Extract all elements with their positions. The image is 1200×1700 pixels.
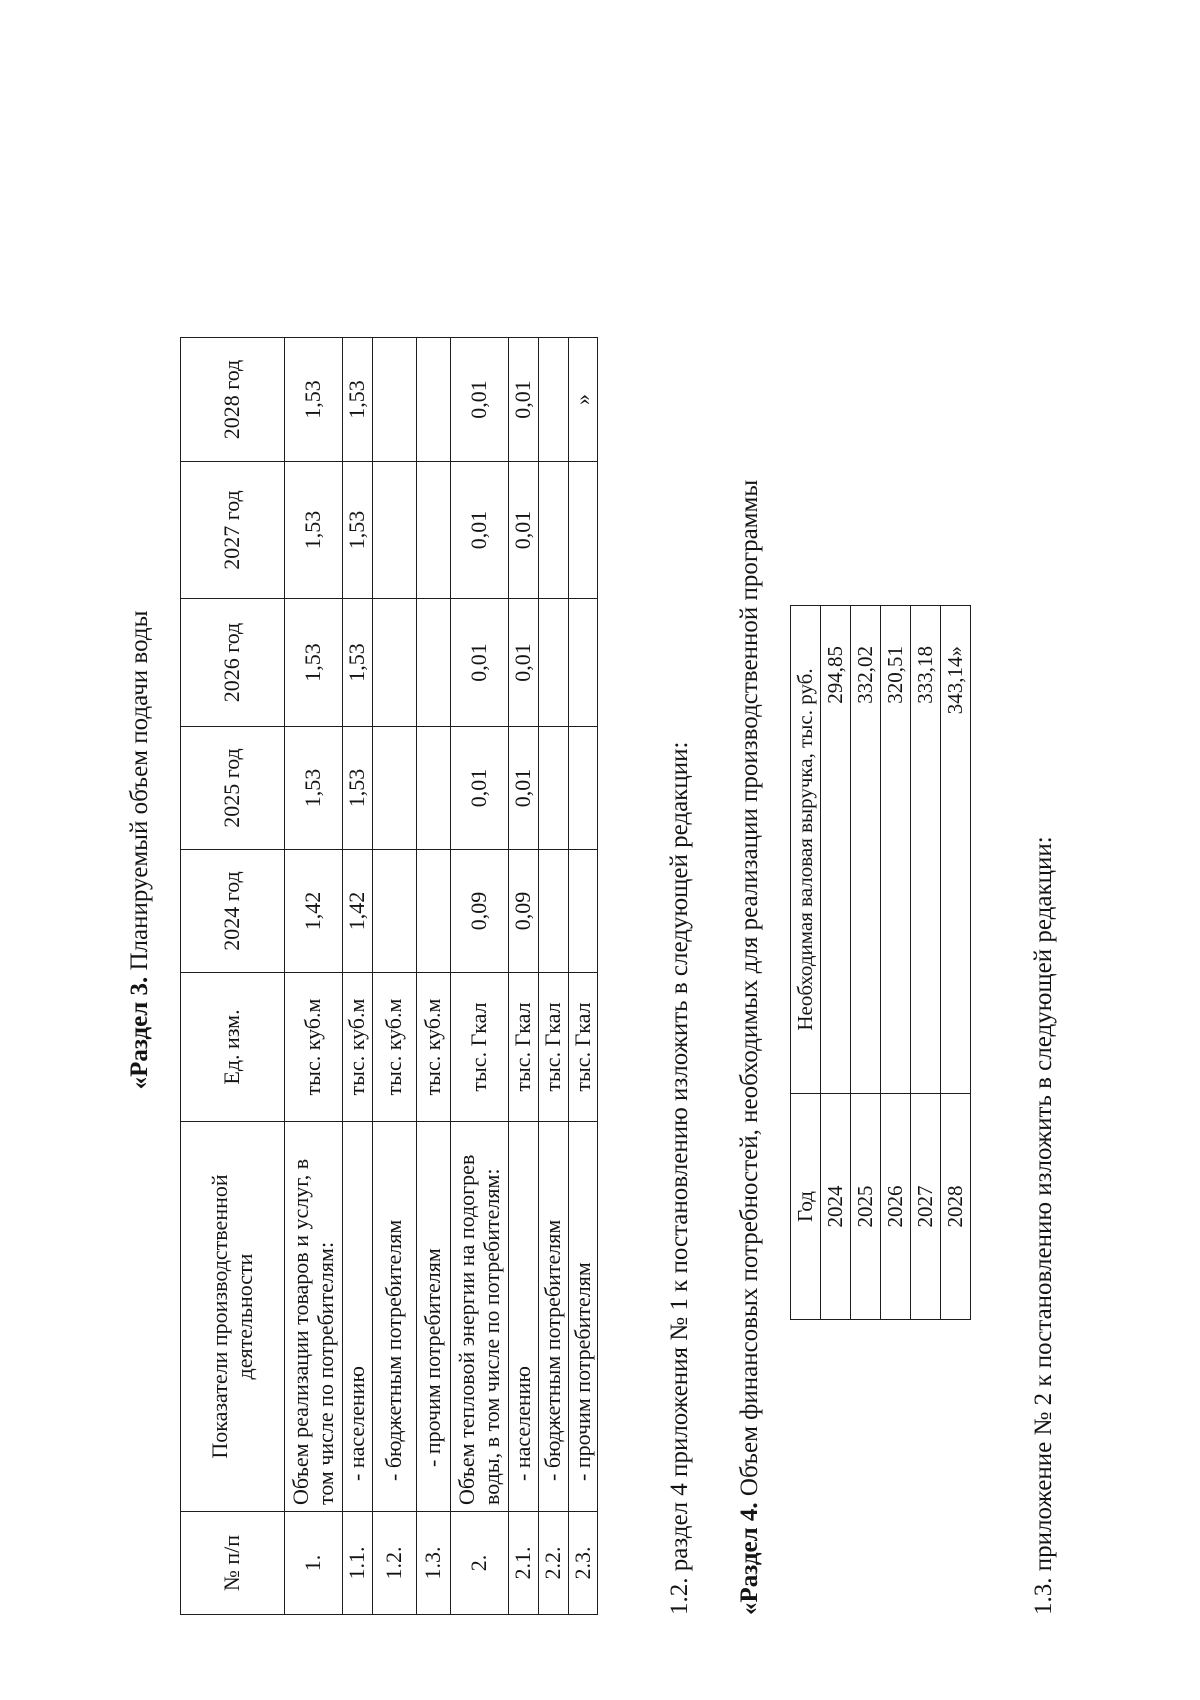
- row-value-2026: [417, 599, 451, 727]
- row-value-2026: 0,01: [509, 599, 539, 727]
- row-value-2025: 1,53: [343, 727, 373, 850]
- table-row: [911, 606, 941, 1320]
- section4-title: [736, 480, 764, 1615]
- row-year: 2026: [881, 1094, 911, 1320]
- header-unit: Ед. изм.: [181, 973, 285, 1122]
- row-value-2026: [539, 599, 569, 727]
- row-revenue: 294,85: [821, 606, 851, 1094]
- header-2028: 2028 год: [181, 338, 285, 462]
- table-row: [881, 606, 911, 1320]
- row-year: 2028: [941, 1094, 971, 1320]
- row-value-2027: [373, 462, 417, 599]
- row-name: Объем реализации товаров и услуг, в том числе по потребителям:: [285, 1122, 343, 1512]
- row-unit: тыс. Гкал: [568, 973, 598, 1122]
- paragraph-1-2: 1.2. раздел 4 приложения № 1 к постановлению изложить в следующей редакции:: [666, 741, 693, 1615]
- table-row: [821, 606, 851, 1320]
- row-name: - населению: [509, 1122, 539, 1512]
- row-value-2028: »: [568, 338, 598, 462]
- row-name: - прочим потребителям: [417, 1122, 451, 1512]
- row-year: 2027: [911, 1094, 941, 1320]
- row-revenue: 343,14»: [941, 606, 971, 1094]
- row-num: 2.: [451, 1512, 509, 1615]
- row-value-2026: [568, 599, 598, 727]
- row-value-2026: 1,53: [285, 599, 343, 727]
- table-row: [539, 338, 569, 1615]
- header-revenue: Необходимая валовая выручка, тыс. руб.: [791, 606, 821, 1094]
- row-year: 2024: [821, 1094, 851, 1320]
- table-row: [343, 338, 373, 1615]
- table-row: [568, 338, 598, 1615]
- row-value-2027: 0,01: [451, 462, 509, 599]
- row-unit: тыс. Гкал: [539, 973, 569, 1122]
- row-value-2025: [539, 727, 569, 850]
- table-row: [285, 338, 343, 1615]
- section3-title-text: Планируемый объем подачи воды: [126, 610, 153, 971]
- row-unit: тыс. Гкал: [451, 973, 509, 1122]
- table-row: [941, 606, 971, 1320]
- row-value-2028: [539, 338, 569, 462]
- row-name: - прочим потребителям: [568, 1122, 598, 1512]
- row-name: Объем тепловой энергии на подогрев воды, в том числе по потребителям:: [451, 1122, 509, 1512]
- row-unit: тыс. куб.м: [285, 973, 343, 1122]
- row-value-2026: 1,53: [343, 599, 373, 727]
- row-value-2028: [417, 338, 451, 462]
- section3-header-row: [181, 338, 285, 1615]
- row-unit: тыс. куб.м: [343, 973, 373, 1122]
- row-value-2026: [373, 599, 417, 727]
- row-num: 1.3.: [417, 1512, 451, 1615]
- row-value-2027: [568, 462, 598, 599]
- row-value-2025: 0,01: [509, 727, 539, 850]
- row-value-2027: 1,53: [285, 462, 343, 599]
- row-value-2027: 0,01: [509, 462, 539, 599]
- row-unit: тыс. куб.м: [373, 973, 417, 1122]
- row-value-2025: 0,01: [451, 727, 509, 850]
- row-value-2025: [417, 727, 451, 850]
- row-num: 2.2.: [539, 1512, 569, 1615]
- table-row: [417, 338, 451, 1615]
- header-indicator: Показатели производственной деятельности: [181, 1122, 285, 1512]
- header-2024: 2024 год: [181, 850, 285, 973]
- row-value-2024: 0,09: [451, 850, 509, 973]
- row-value-2024: 1,42: [285, 850, 343, 973]
- row-value-2027: [417, 462, 451, 599]
- row-num: 1.1.: [343, 1512, 373, 1615]
- row-value-2028: 1,53: [285, 338, 343, 462]
- row-value-2028: 0,01: [509, 338, 539, 462]
- row-num: 2.1.: [509, 1512, 539, 1615]
- row-value-2024: [417, 850, 451, 973]
- row-value-2028: [373, 338, 417, 462]
- table-row: [509, 338, 539, 1615]
- row-num: 1.2.: [373, 1512, 417, 1615]
- row-num: 1.: [285, 1512, 343, 1615]
- row-name: - бюджетным потребителям: [373, 1122, 417, 1512]
- paragraph-1-3: 1.3. приложение № 2 к постановлению изложить в следующей редакции:: [1030, 836, 1057, 1615]
- row-value-2028: 0,01: [451, 338, 509, 462]
- section4-title-text: Объем финансовых потребностей, необходимых для реализации производственной программы: [736, 479, 763, 1497]
- row-value-2024: [373, 850, 417, 973]
- row-value-2025: [373, 727, 417, 850]
- table-row: [851, 606, 881, 1320]
- section3-table: [180, 337, 598, 1615]
- row-value-2024: [568, 850, 598, 973]
- section4-header-row: [791, 606, 821, 1320]
- row-value-2025: [568, 727, 598, 850]
- row-name: - населению: [343, 1122, 373, 1512]
- row-revenue: 332,02: [851, 606, 881, 1094]
- header-2026: 2026 год: [181, 599, 285, 727]
- row-revenue: 320,51: [881, 606, 911, 1094]
- row-name: - бюджетным потребителям: [539, 1122, 569, 1512]
- section3-title: [126, 0, 154, 1700]
- row-unit: тыс. Гкал: [509, 973, 539, 1122]
- row-value-2025: 1,53: [285, 727, 343, 850]
- section4-title-bold: «Раздел 4.: [736, 1502, 763, 1615]
- row-value-2024: [539, 850, 569, 973]
- row-value-2028: 1,53: [343, 338, 373, 462]
- row-revenue: 333,18: [911, 606, 941, 1094]
- row-value-2027: [539, 462, 569, 599]
- section3-title-bold: «Раздел 3.: [126, 976, 153, 1090]
- header-2025: 2025 год: [181, 727, 285, 850]
- row-value-2024: 1,42: [343, 850, 373, 973]
- table-row: [451, 338, 509, 1615]
- row-unit: тыс. куб.м: [417, 973, 451, 1122]
- row-value-2024: 0,09: [509, 850, 539, 973]
- row-value-2027: 1,53: [343, 462, 373, 599]
- row-value-2026: 0,01: [451, 599, 509, 727]
- header-2027: 2027 год: [181, 462, 285, 599]
- row-year: 2025: [851, 1094, 881, 1320]
- table-row: [373, 338, 417, 1615]
- header-num: № п/п: [181, 1512, 285, 1615]
- header-year: Год: [791, 1094, 821, 1320]
- row-num: 2.3.: [568, 1512, 598, 1615]
- section4-table: [790, 605, 971, 1320]
